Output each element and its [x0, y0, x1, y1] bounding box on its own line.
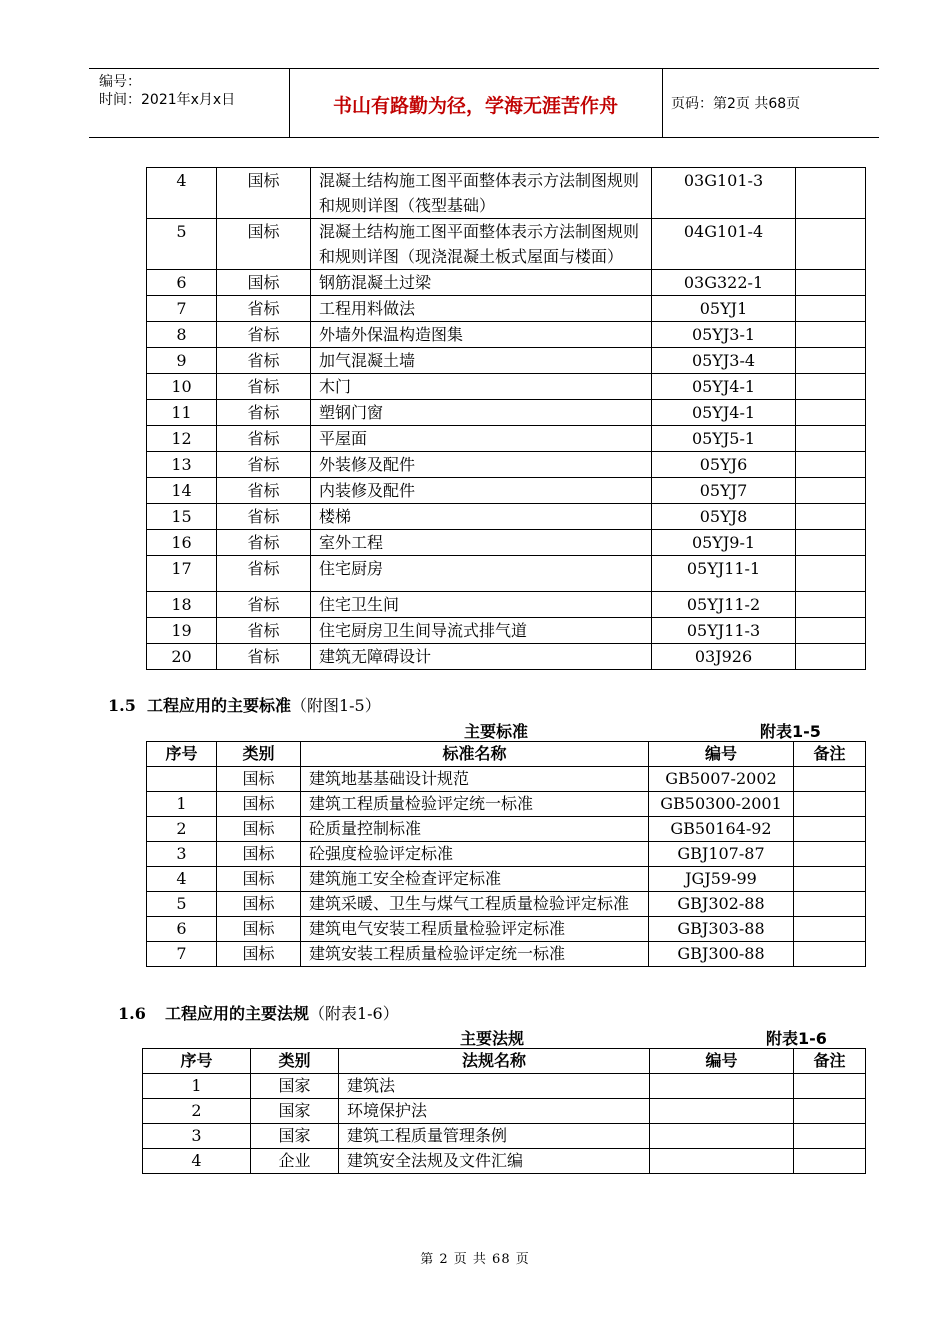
table-caption-ref: 附表1-5 — [760, 722, 821, 741]
cell-category: 省标 — [217, 296, 311, 322]
cell-category: 省标 — [217, 374, 311, 400]
section-title: 工程应用的主要标准 — [146, 696, 291, 715]
cell-code: GB50164-92 — [649, 817, 794, 842]
cell-name: 工程用料做法 — [311, 296, 652, 322]
cell-code — [650, 1099, 794, 1124]
cell-name: 混凝土结构施工图平面整体表示方法制图规则和规则详图（筏型基础） — [311, 168, 652, 219]
cell-index: 18 — [147, 592, 217, 618]
cell-category: 省标 — [217, 592, 311, 618]
cell-index: 7 — [147, 296, 217, 322]
cell-index: 12 — [147, 426, 217, 452]
cell-name: 建筑安装工程质量检验评定统一标准 — [301, 942, 649, 967]
cell-index: 4 — [143, 1149, 251, 1174]
cell-remark — [796, 219, 866, 270]
table-row — [143, 1149, 866, 1174]
cell-category: 国标 — [217, 270, 311, 296]
header-page-label: 页码：第2页 共68页 — [671, 96, 801, 112]
atlas-table-body — [147, 168, 866, 670]
section-heading-1-6 — [118, 1001, 399, 1024]
table-row — [147, 767, 866, 792]
table-row — [147, 219, 866, 270]
cell-remark — [794, 1074, 866, 1099]
cell-remark — [794, 792, 866, 817]
column-header: 备注 — [794, 742, 866, 767]
cell-index: 5 — [147, 219, 217, 270]
cell-code: 05YJ4-1 — [652, 400, 796, 426]
table-caption-ref: 附表1-6 — [766, 1029, 827, 1048]
cell-index: 9 — [147, 348, 217, 374]
table-header-row — [143, 1049, 866, 1074]
cell-remark — [794, 1099, 866, 1124]
cell-code: GBJ300-88 — [649, 942, 794, 967]
cell-name: 砼质量控制标准 — [301, 817, 649, 842]
column-header: 法规名称 — [339, 1049, 650, 1074]
cell-name: 住宅厨房 — [311, 556, 652, 592]
cell-category: 省标 — [217, 644, 311, 670]
cell-index: 3 — [143, 1124, 251, 1149]
table-row — [147, 817, 866, 842]
column-header: 类别 — [217, 742, 301, 767]
cell-remark — [794, 942, 866, 967]
cell-index: 15 — [147, 504, 217, 530]
column-header: 编号 — [649, 742, 794, 767]
cell-remark — [796, 530, 866, 556]
page-footer: 第 2 页 共 68 页 — [420, 1252, 530, 1267]
table-row — [147, 792, 866, 817]
cell-index: 8 — [147, 322, 217, 348]
cell-name: 环境保护法 — [339, 1099, 650, 1124]
table-row — [147, 478, 866, 504]
document-number-label: 编号： — [99, 74, 141, 90]
cell-index — [147, 767, 217, 792]
table-row — [147, 592, 866, 618]
cell-name: 建筑安全法规及文件汇编 — [339, 1149, 650, 1174]
cell-code — [650, 1124, 794, 1149]
regulations-table — [142, 1048, 866, 1174]
cell-name: 砼强度检验评定标准 — [301, 842, 649, 867]
cell-index: 1 — [143, 1074, 251, 1099]
cell-remark — [796, 644, 866, 670]
cell-index: 4 — [147, 168, 217, 219]
cell-index: 2 — [143, 1099, 251, 1124]
cell-category: 国标 — [217, 917, 301, 942]
cell-category: 省标 — [217, 618, 311, 644]
cell-name: 建筑工程质量检验评定统一标准 — [301, 792, 649, 817]
cell-code: GBJ107-87 — [649, 842, 794, 867]
cell-code: 03G322-1 — [652, 270, 796, 296]
cell-index: 13 — [147, 452, 217, 478]
cell-category: 国标 — [217, 792, 301, 817]
cell-name: 外装修及配件 — [311, 452, 652, 478]
cell-remark — [796, 296, 866, 322]
table-row — [147, 168, 866, 219]
cell-remark — [796, 322, 866, 348]
cell-index: 5 — [147, 892, 217, 917]
cell-category: 国标 — [217, 168, 311, 219]
cell-code: 05YJ11-1 — [652, 556, 796, 592]
section-title: 工程应用的主要法规 — [164, 1004, 309, 1023]
cell-index: 6 — [147, 917, 217, 942]
cell-name: 建筑地基基础设计规范 — [301, 767, 649, 792]
cell-index: 17 — [147, 556, 217, 592]
cell-category: 国标 — [217, 867, 301, 892]
table-row — [147, 270, 866, 296]
table-row — [147, 348, 866, 374]
cell-category: 省标 — [217, 478, 311, 504]
cell-code: 05YJ9-1 — [652, 530, 796, 556]
cell-index: 1 — [147, 792, 217, 817]
column-header: 标准名称 — [301, 742, 649, 767]
cell-name: 住宅厨房卫生间导流式排气道 — [311, 618, 652, 644]
table-row — [143, 1099, 866, 1124]
column-header: 序号 — [143, 1049, 251, 1074]
cell-index: 7 — [147, 942, 217, 967]
cell-category: 省标 — [217, 452, 311, 478]
cell-category: 省标 — [217, 348, 311, 374]
document-time-label: 时间：2021年x月x日 — [99, 92, 236, 108]
cell-name: 室外工程 — [311, 530, 652, 556]
cell-name: 平屋面 — [311, 426, 652, 452]
cell-code: 05YJ6 — [652, 452, 796, 478]
cell-name: 混凝土结构施工图平面整体表示方法制图规则和规则详图（现浇混凝土板式屋面与楼面） — [311, 219, 652, 270]
cell-code: 04G101-4 — [652, 219, 796, 270]
cell-remark — [796, 400, 866, 426]
cell-remark — [794, 917, 866, 942]
table-row — [147, 556, 866, 592]
cell-category: 国标 — [217, 767, 301, 792]
cell-code: 05YJ11-3 — [652, 618, 796, 644]
section-number: 1.5 — [108, 696, 136, 715]
cell-remark — [796, 618, 866, 644]
atlas-table — [146, 167, 866, 670]
cell-index: 14 — [147, 478, 217, 504]
cell-code: JGJ59-99 — [649, 867, 794, 892]
cell-remark — [796, 504, 866, 530]
cell-name: 塑钢门窗 — [311, 400, 652, 426]
table-row — [147, 618, 866, 644]
cell-code: GBJ302-88 — [649, 892, 794, 917]
cell-code: 05YJ4-1 — [652, 374, 796, 400]
cell-category: 省标 — [217, 556, 311, 592]
cell-name: 加气混凝土墙 — [311, 348, 652, 374]
table-row — [147, 842, 866, 867]
regulations-table-body — [143, 1074, 866, 1174]
cell-index: 4 — [147, 867, 217, 892]
cell-index: 20 — [147, 644, 217, 670]
cell-index: 16 — [147, 530, 217, 556]
cell-code — [650, 1074, 794, 1099]
cell-code: 05YJ5-1 — [652, 426, 796, 452]
cell-remark — [796, 478, 866, 504]
column-header: 编号 — [650, 1049, 794, 1074]
table-row — [147, 530, 866, 556]
cell-index: 6 — [147, 270, 217, 296]
section-number: 1.6 — [118, 1004, 146, 1023]
table-row — [147, 867, 866, 892]
table-row — [147, 400, 866, 426]
cell-remark — [794, 892, 866, 917]
cell-remark — [796, 452, 866, 478]
cell-code: GBJ303-88 — [649, 917, 794, 942]
cell-remark — [796, 426, 866, 452]
standards-table-body — [147, 767, 866, 967]
table-row — [147, 374, 866, 400]
section-heading-1-5 — [108, 693, 381, 716]
cell-code: 05YJ7 — [652, 478, 796, 504]
cell-code: 05YJ3-1 — [652, 322, 796, 348]
cell-category: 国家 — [251, 1124, 339, 1149]
table-row — [147, 917, 866, 942]
cell-category: 国标 — [217, 942, 301, 967]
header-meta — [99, 73, 235, 109]
cell-remark — [796, 592, 866, 618]
cell-remark — [796, 168, 866, 219]
cell-name: 外墙外保温构造图集 — [311, 322, 652, 348]
cell-name: 建筑电气安装工程质量检验评定标准 — [301, 917, 649, 942]
table-header-row — [147, 742, 866, 767]
cell-index: 10 — [147, 374, 217, 400]
cell-index: 19 — [147, 618, 217, 644]
section-note: （附表1-6） — [308, 1004, 399, 1023]
cell-name: 建筑法 — [339, 1074, 650, 1099]
cell-remark — [794, 867, 866, 892]
column-header: 类别 — [251, 1049, 339, 1074]
cell-name: 内装修及配件 — [311, 478, 652, 504]
cell-name: 钢筋混凝土过梁 — [311, 270, 652, 296]
standards-table — [146, 741, 866, 967]
table-caption: 主要法规 — [460, 1029, 525, 1048]
cell-code: 05YJ1 — [652, 296, 796, 322]
cell-remark — [796, 270, 866, 296]
cell-index: 2 — [147, 817, 217, 842]
cell-remark — [794, 1124, 866, 1149]
header-divider — [662, 69, 663, 137]
cell-index: 11 — [147, 400, 217, 426]
table-row — [147, 892, 866, 917]
cell-code — [650, 1149, 794, 1174]
cell-name: 建筑无障碍设计 — [311, 644, 652, 670]
cell-category: 国标 — [217, 219, 311, 270]
cell-name: 楼梯 — [311, 504, 652, 530]
table-row — [147, 644, 866, 670]
cell-name: 建筑工程质量管理条例 — [339, 1124, 650, 1149]
table-row — [143, 1124, 866, 1149]
cell-code: GB50300-2001 — [649, 792, 794, 817]
cell-category: 省标 — [217, 530, 311, 556]
table-row — [143, 1074, 866, 1099]
table-row — [147, 296, 866, 322]
cell-category: 省标 — [217, 400, 311, 426]
cell-category: 国标 — [217, 892, 301, 917]
cell-remark — [794, 817, 866, 842]
cell-category: 国标 — [217, 842, 301, 867]
column-header: 序号 — [147, 742, 217, 767]
cell-category: 国家 — [251, 1099, 339, 1124]
header-motto: 书山有路勤为径，学海无涯苦作舟 — [332, 95, 618, 117]
cell-index: 3 — [147, 842, 217, 867]
table-row — [147, 322, 866, 348]
cell-code: 05YJ11-2 — [652, 592, 796, 618]
cell-category: 企业 — [251, 1149, 339, 1174]
table-caption: 主要标准 — [464, 722, 529, 741]
cell-name: 建筑施工安全检查评定标准 — [301, 867, 649, 892]
cell-category: 省标 — [217, 322, 311, 348]
cell-code: 05YJ8 — [652, 504, 796, 530]
cell-name: 建筑采暖、卫生与煤气工程质量检验评定标准 — [301, 892, 649, 917]
page-header — [89, 68, 879, 138]
cell-code: GB5007-2002 — [649, 767, 794, 792]
cell-code: 03J926 — [652, 644, 796, 670]
section-note: （附图1-5） — [290, 696, 381, 715]
table-row — [147, 504, 866, 530]
column-header: 备注 — [794, 1049, 866, 1074]
cell-remark — [796, 556, 866, 592]
cell-name: 木门 — [311, 374, 652, 400]
table-row — [147, 426, 866, 452]
cell-code: 03G101-3 — [652, 168, 796, 219]
table-row — [147, 452, 866, 478]
cell-code: 05YJ3-4 — [652, 348, 796, 374]
cell-category: 国标 — [217, 817, 301, 842]
cell-remark — [794, 767, 866, 792]
cell-remark — [794, 842, 866, 867]
cell-remark — [796, 348, 866, 374]
cell-name: 住宅卫生间 — [311, 592, 652, 618]
cell-category: 省标 — [217, 426, 311, 452]
cell-category: 国家 — [251, 1074, 339, 1099]
cell-remark — [794, 1149, 866, 1174]
cell-category: 省标 — [217, 504, 311, 530]
cell-remark — [796, 374, 866, 400]
table-row — [147, 942, 866, 967]
